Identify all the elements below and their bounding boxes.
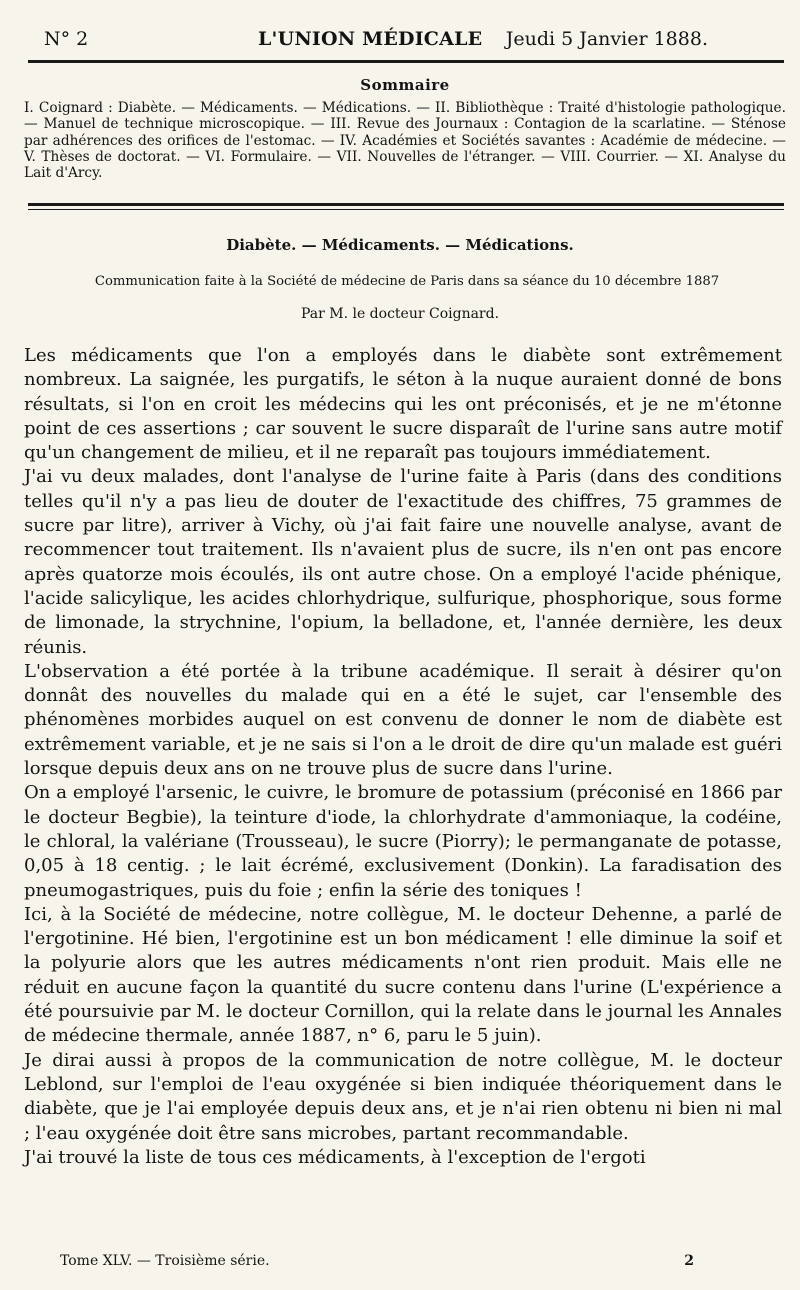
tome-label: Tome XLV. — Troisième série. <box>60 1253 270 1269</box>
sommaire-rule-thin <box>28 209 784 210</box>
page-number: 2 <box>684 1253 694 1269</box>
sommaire-text: I. Coignard : Diabète. — Médicaments. — Médications. — II. Bibliothèque : Traité d'histologie pathologique. — Manuel de technique microscopique. — III. Revue des Journaux : Contagion de la scarlatine. — Sténose par adhérences des orifices de l'estomac. — IV. Académies et Sociétés savantes : Académie de médecine. — V. Thèses de doctorat. — VI. Formulaire. — VII. Nouvelles de l'étranger. — VIII. Courrier. — XI. Analyse du Lait d'Arcy. <box>24 100 786 182</box>
sommaire-rule <box>28 203 784 206</box>
paragraph: Je dirai aussi à propos de la communication de notre collègue, M. le docteur Leblond, sur l'emploi de l'eau oxygénée si bien indiquée théoriquement dans le diabète, que je l'ai employée depuis deux ans, et je n'ai rien obtenu ni bien ni mal ; l'eau oxygénée doit être sans microbes, partant recommandable. <box>24 1049 782 1144</box>
issue-number: N° 2 <box>44 28 89 50</box>
sommaire-title: Sommaire <box>360 76 450 94</box>
paragraph: Ici, à la Société de médecine, notre collègue, M. le docteur Dehenne, a parlé de l'ergotinine. Hé bien, l'ergotinine est un bon médicament ! elle diminue la soif et la polyurie alors que les autres médicaments n'ont rien produit. Mais elle ne réduit en aucune façon la quantité du sucre contenu dans l'urine (L'expérience a été poursuivie par M. le docteur Cornillon, qui la relate dans le journal les Annales de médecine thermale, année 1887, n° 6, paru le 5 juin). <box>24 903 782 1047</box>
sommaire <box>24 76 786 181</box>
article-body <box>24 344 782 1170</box>
paragraph: J'ai trouvé la liste de tous ces médicaments, à l'exception de l'ergoti <box>24 1146 646 1168</box>
paragraph: Les médicaments que l'on a employés dans le diabète sont extrêmement nombreux. La saignée, les purgatifs, le séton à la nuque auraient donné de bons résultats, si l'on en croit les médecins qui les ont préconisés, et je ne m'étonne point de ces assertions ; car souvent le sucre disparaît de l'urine sans autre motif qu'un changement de milieu, et il ne reparaît pas toujours immédiatement. <box>24 345 782 464</box>
article-title: Diabète. — Médicaments. — Médications. <box>226 236 574 254</box>
header-rule <box>28 60 784 63</box>
paragraph: On a employé l'arsenic, le cuivre, le bromure de potassium (préconisé en 1866 par le docteur Begbie), la teinture d'iode, la chlorhydrate d'ammoniaque, la codéine, le chloral, la valériane (Trousseau), le sucre (Piorry); le permanganate de potasse, 0,05 à 18 centig. ; le lait écrémé, exclusivement (Donkin). La faradisation des pneumogastriques, puis du foie ; enfin la série des toniques ! <box>24 782 782 901</box>
issue-date: Jeudi 5 Janvier 1888. <box>505 28 708 50</box>
running-header <box>30 22 710 56</box>
article-author: Par M. le docteur Coignard. <box>300 306 500 322</box>
journal-title: L'UNION MÉDICALE <box>258 28 483 50</box>
paragraph: J'ai vu deux malades, dont l'analyse de l'urine faite à Paris (dans des conditions telles qu'il n'y a pas lieu de douter de l'exactitude des chiffres, 75 grammes de sucre par litre), arriver à Vichy, où j'ai fait faire une nouvelle analyse, avant de recommencer tout traitement. Ils n'avaient plus de sucre, ils n'en ont pas encore après quatorze mois écoulés, ils ont autre chose. On a employé l'acide phénique, l'acide salicylique, les acides chlorhydrique, sulfurique, phosphorique, sous forme de limonade, la strychnine, l'opium, la belladone, et, l'année dernière, les deux réunis. <box>24 466 782 658</box>
article-communication: Communication faite à la Société de médecine de Paris dans sa séance du 10 décembre 1887 <box>94 274 720 289</box>
paragraph: L'observation a été portée à la tribune académique. Il serait à désirer qu'on donnât des nouvelles du malade qui en a été le sujet, car l'ensemble des phénomènes morbides auquel on est convenu de donner le nom de diabète est extrêmement variable, et je ne sais si l'on a le droit de dire qu'un malade est guéri lorsque depuis deux ans on ne trouve plus de sucre dans l'urine. <box>24 660 782 780</box>
